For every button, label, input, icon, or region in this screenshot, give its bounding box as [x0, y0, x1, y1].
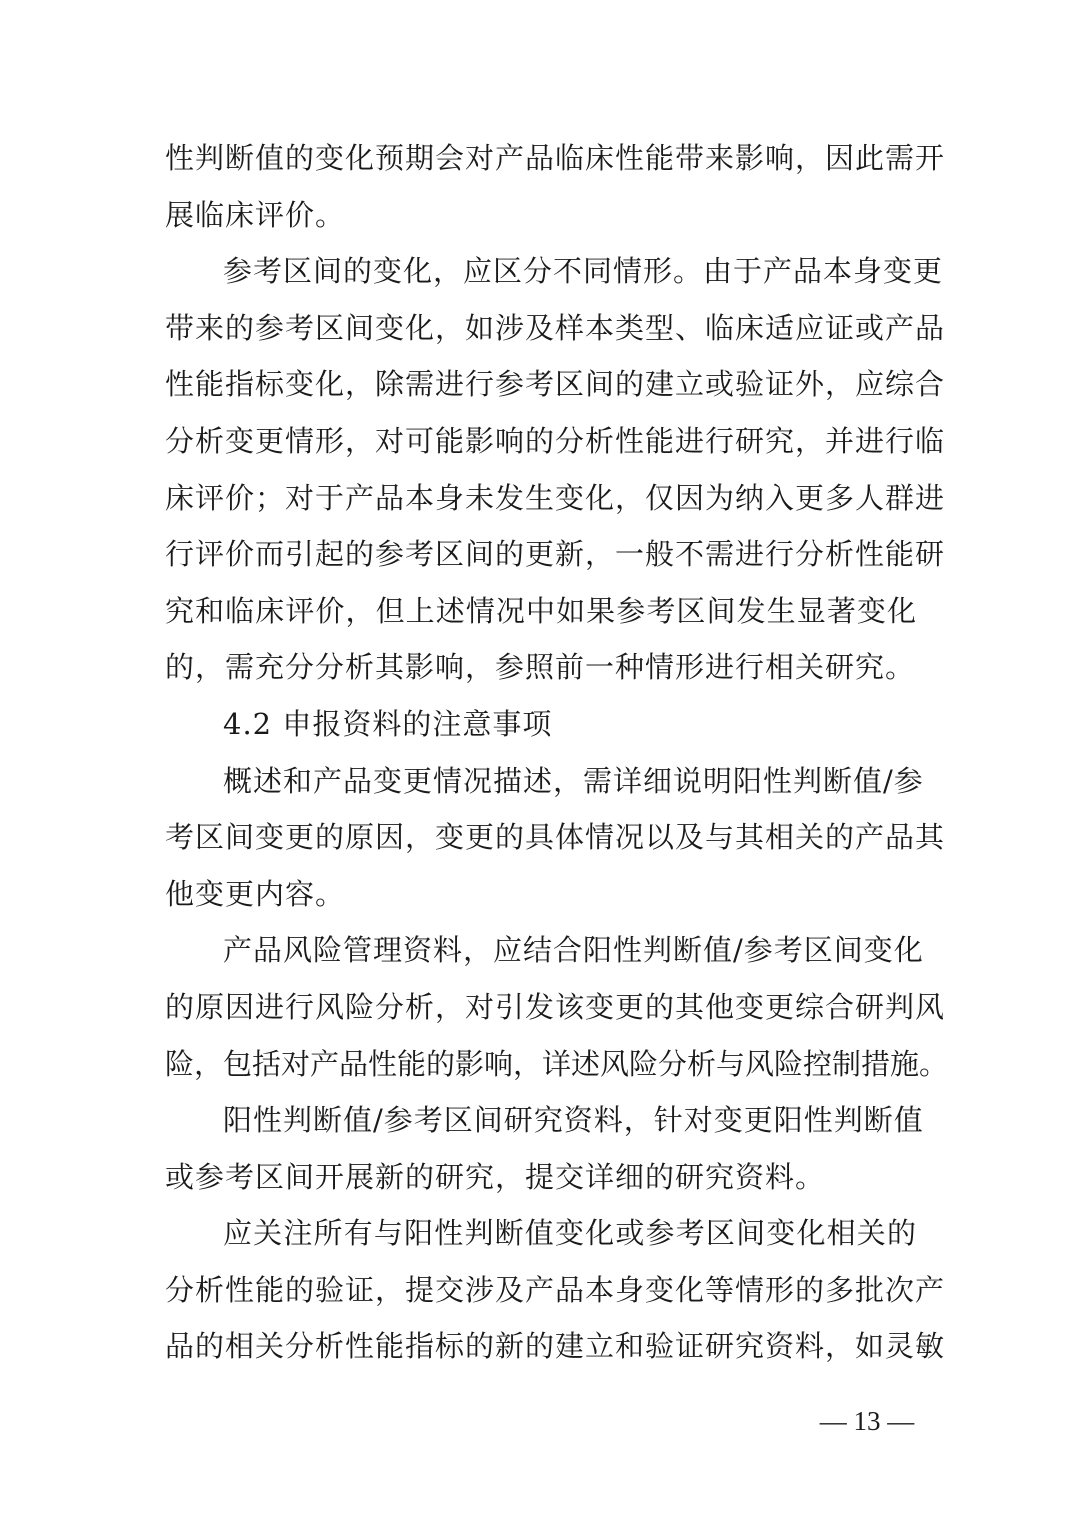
text-line: 究和临床评价，但上述情况中如果参考区间发生显著变化: [165, 593, 917, 628]
text-line: 的原因进行风险分析，对引发该变更的其他变更综合研判风: [165, 989, 946, 1024]
text-line: 分析性能的验证，提交涉及产品本身变化等情形的多批次产: [165, 1272, 946, 1307]
paragraph: [165, 1092, 924, 1205]
section-heading: [165, 696, 917, 753]
document-body: [165, 130, 949, 1375]
text-line: 床评价；对于产品本身未发生变化，仅因为纳入更多人群进: [165, 480, 946, 515]
paragraph: [165, 922, 949, 1092]
text-line: 险，包括对产品性能的影响，详述风险分析与风险控制措施。: [165, 1046, 949, 1081]
text-line: 性判断值的变化预期会对产品临床性能带来影响，因此需开: [165, 141, 946, 175]
text-line: 产品风险管理资料，应结合阳性判断值/参考区间变化: [223, 933, 924, 968]
text-line: 分析变更情形，对可能影响的分析性能进行研究，并进行临: [165, 423, 946, 458]
text-line: 带来的参考区间变化，如涉及样本类型、临床适应证或产品: [165, 310, 946, 345]
text-line: 行评价而引起的参考区间的更新，一般不需进行分析性能研: [165, 537, 946, 572]
text-line: 或参考区间开展新的研究，提交详细的研究资料。: [165, 1159, 826, 1194]
text-line: 性能指标变化，除需进行参考区间的建立或验证外，应综合: [165, 367, 946, 402]
section-heading-text: 4.2 申报资料的注意事项: [223, 706, 553, 741]
paragraph: [165, 1205, 946, 1375]
paragraph: [165, 130, 946, 243]
text-line: 的，需充分分析其影响，参照前一种情形进行相关研究。: [165, 650, 916, 685]
text-line: 应关注所有与阳性判断值变化或参考区间变化相关的: [223, 1216, 917, 1251]
text-line: 展临床评价。: [165, 197, 346, 232]
paragraph: [165, 753, 946, 923]
page-number: — 13 —: [819, 1406, 915, 1436]
text-line: 考区间变更的原因，变更的具体情况以及与其相关的产品其: [165, 820, 946, 855]
text-line: 概述和产品变更情况描述，需详细说明阳性判断值/参: [223, 763, 924, 798]
text-line: 阳性判断值/参考区间研究资料，针对变更阳性判断值: [223, 1103, 924, 1138]
text-line: 他变更内容。: [165, 876, 346, 911]
text-line: 品的相关分析性能指标的新的建立和验证研究资料，如灵敏: [165, 1329, 946, 1364]
paragraph: [165, 243, 946, 696]
text-line: 参考区间的变化，应区分不同情形。由于产品本身变更: [223, 254, 944, 289]
